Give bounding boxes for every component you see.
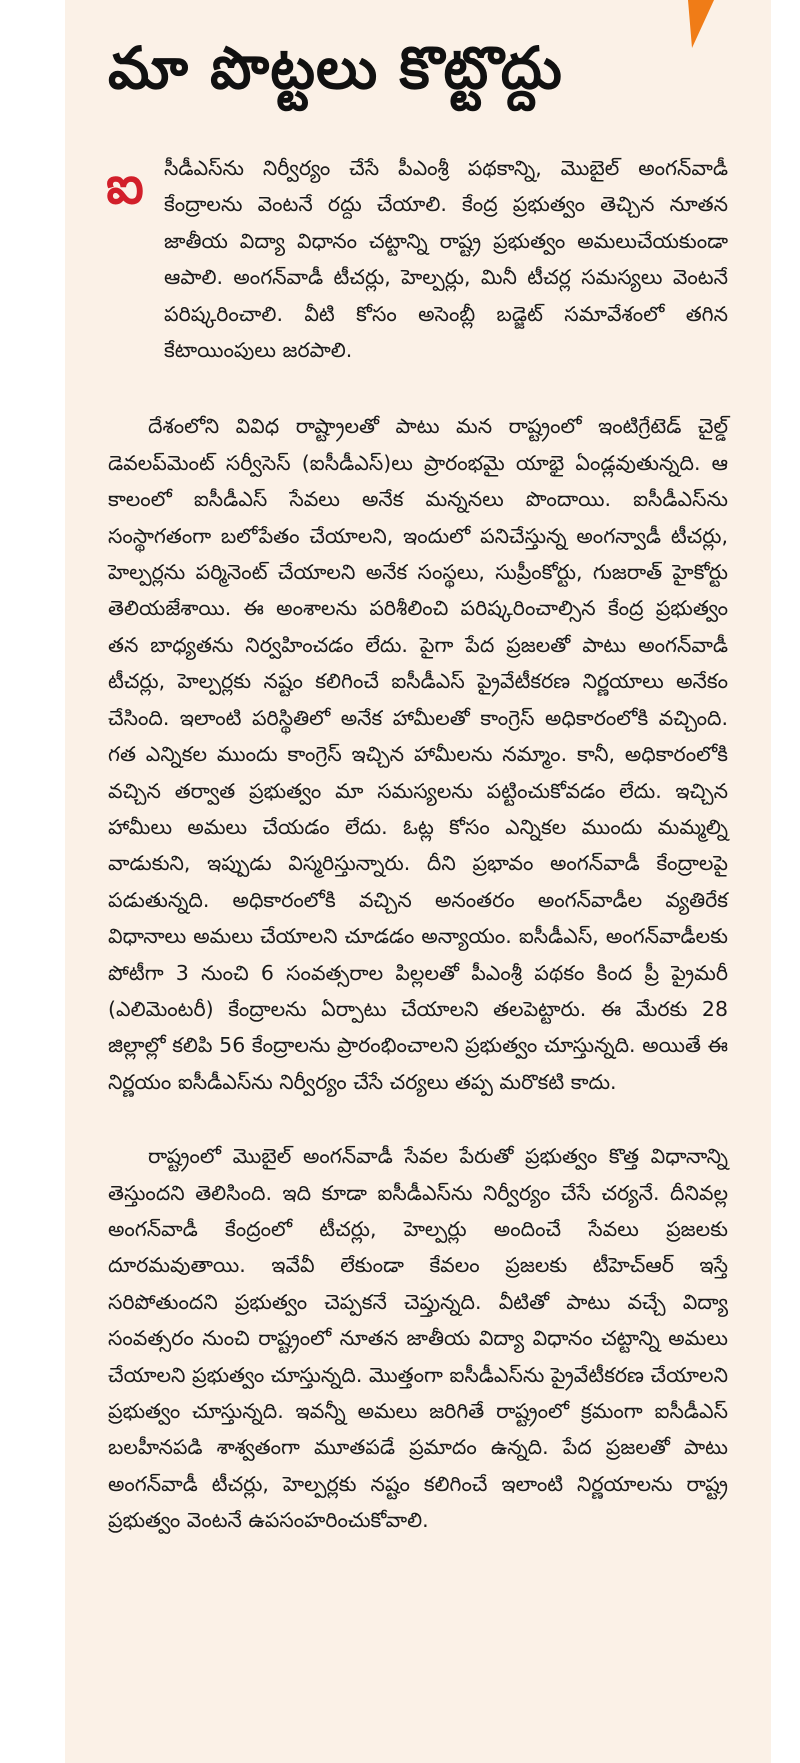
paragraph-1: సీడీఎస్‌ను నిర్వీర్యం చేసే పీఎంశ్రీ పథకాన్ని, మొబైల్ అంగన్‌వాడీ కేంద్రాలను వెంటనే రద్దు చేయాలి. కేంద్ర ప్రభుత్వం తెచ్చిన నూతన జాతీయ విద్యా విధానం చట్టాన్ని రాష్ట్ర ప్రభుత్వం అమలుచేయకుండా ఆపాలి. అంగన్‌వాడీ టీచర్లు, హెల్పర్లు, మినీ టీచర్ల సమస్యలు వెంటనే పరిష్కరించాలి. వీటి కోసం అసెంబ్లీ బడ్జెట్ సమావేశంలో తగిన కేటాయింపులు జరపాలి. — [164, 156, 728, 363]
orange-accent-mark — [674, 0, 714, 48]
article-body — [108, 150, 728, 1539]
lead-paragraph-block — [108, 150, 728, 368]
page-margin — [771, 0, 800, 1763]
dropcap-letter: ఐ — [106, 156, 144, 216]
paragraph-2: దేశంలోని వివిధ రాష్ట్రాలతో పాటు మన రాష్ట్రంలో ఇంటిగ్రేటెడ్ చైల్డ్ డెవలప్‌మెంట్ సర్వీసెస్ (ఐసీడీఎస్)లు ప్రారంభమై యాభై ఏండ్లవుతున్నది. ఆ కాలంలో ఐసీడీఎస్ సేవలు అనేక మన్ననలు పొందాయి. ఐసీడీఎస్‌ను సంస్థాగతంగా బలోపేతం చేయాలని, ఇందులో పనిచేస్తున్న అంగన్వాడీ టీచర్లు, హెల్పర్లను పర్మినెంట్ చేయాలని అనేక సంస్థలు, సుప్రీంకోర్టు, గుజరాత్ హైకోర్టు తెలియజేశాయి. ఈ అంశాలను పరిశీలించి పరిష్కరించాల్సిన కేంద్ర ప్రభుత్వం తన బాధ్యతను నిర్వహించడం లేదు. పైగా పేద ప్రజలతో పాటు అంగన్‌వాడీ టీచర్లు, హెల్పర్లకు నష్టం కలిగించే ఐసీడీఎస్ ప్రైవేటీకరణ నిర్ణయాలు అనేకం చేసింది. ఇలాంటి పరిస్థితిలో అనేక హామీలతో కాంగ్రెస్ అధికారంలోకి వచ్చింది. గత ఎన్నికల ముందు కాంగ్రెస్ ఇచ్చిన హామీలను నమ్మాం. కానీ, అధికారంలోకి వచ్చిన తర్వాత ప్రభుత్వం మా సమస్యలను పట్టించుకోవడం లేదు. ఇచ్చిన హామీలు అమలు చేయడం లేదు. ఓట్ల కోసం ఎన్నికల ముందు మమ్మల్ని వాడుకుని, ఇప్పుడు విస్మరిస్తున్నారు. దీని ప్రభావం అంగన్‌వాడీ కేంద్రాలపై పడుతున్నది. అధికారంలోకి వచ్చిన అనంతరం అంగన్‌వాడీల వ్యతిరేక విధానాలు అమలు చేయాలని చూడడం అన్యాయం. ఐసీడీఎస్, అంగన్‌వాడీలకు పోటీగా 3 నుంచి 6 సంవత్సరాల పిల్లలతో పీఎంశ్రీ పథకం కింద ప్రీ ప్రైమరీ (ఎలిమెంటరీ) కేంద్రాలను ఏర్పాటు చేయాలని తలపెట్టారు. ఈ మేరకు 28 జిల్లాల్లో కలిపి 56 కేంద్రాలను ప్రారంభించాలని ప్రభుత్వం చూస్తున్నది. అయితే ఈ నిర్ణయం ఐసీడీఎస్‌ను నిర్వీర్యం చేసే చర్యలు తప్ప మరొకటి కాదు. — [108, 414, 728, 1094]
paragraph-3: రాష్ట్రంలో మొబైల్ అంగన్‌వాడీ సేవల పేరుతో ప్రభుత్వం కొత్త విధానాన్ని తెస్తుందని తెలిసింది. ఇది కూడా ఐసీడీఎస్‌ను నిర్వీర్యం చేసే చర్యనే. దీనివల్ల అంగన్‌వాడీ కేంద్రంలో టీచర్లు, హెల్పర్లు అందించే సేవలు ప్రజలకు దూరమవుతాయి. ఇవేవీ లేకుండా కేవలం ప్రజలకు టీహెచ్ఆర్ ఇస్తే సరిపోతుందని ప్రభుత్వం చెప్పకనే చెప్తున్నది. వీటితో పాటు వచ్చే విద్యా సంవత్సరం నుంచి రాష్ట్రంలో నూతన జాతీయ విద్యా విధానం చట్టాన్ని అమలు చేయాలని ప్రభుత్వం చూస్తున్నది. మొత్తంగా ఐసీడీఎస్‌ను ప్రైవేటీకరణ చేయాలని ప్రభుత్వం చూస్తున్నది. ఇవన్నీ అమలు జరిగితే రాష్ట్రంలో క్రమంగా ఐసీడీఎస్ బలహీనపడి శాశ్వతంగా మూతపడే ప్రమాదం ఉన్నది. పేద ప్రజలతో పాటు అంగన్‌వాడీ టీచర్లు, హెల్పర్లకు నష్టం కలిగించే ఇలాంటి నిర్ణయాలను రాష్ట్ర ప్రభుత్వం వెంటనే ఉపసంహరించుకోవాలి. — [108, 1144, 728, 1533]
headline: మా పొట్టలు కొట్టొద్దు — [108, 34, 563, 102]
